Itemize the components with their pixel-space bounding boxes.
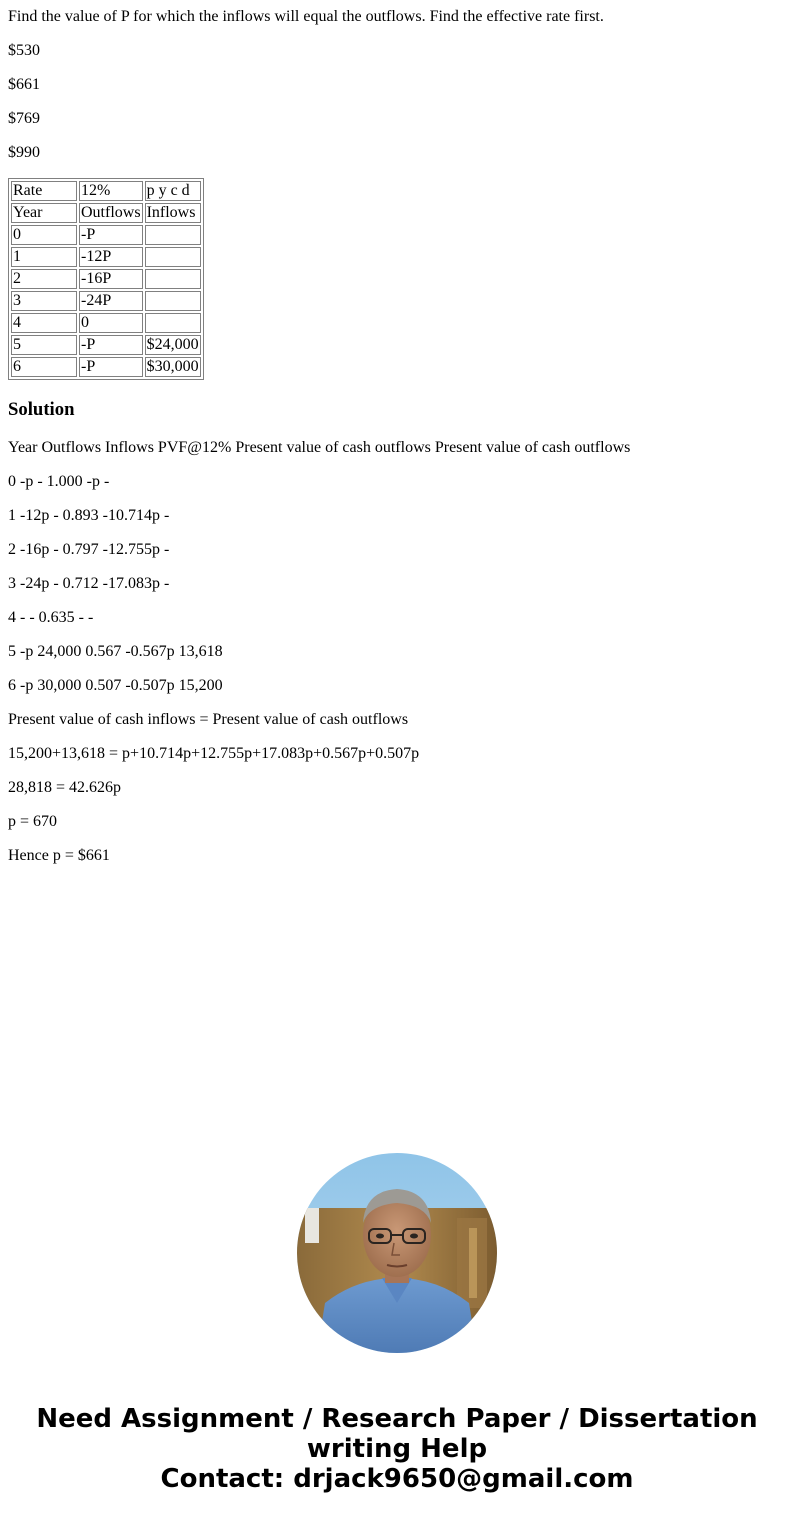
table-cell	[145, 291, 201, 311]
table-row	[11, 357, 201, 377]
table-cell: 4	[11, 313, 77, 333]
table-cell: 1	[11, 247, 77, 267]
table-cell: -24P	[79, 291, 143, 311]
table-row	[11, 269, 201, 289]
table-cell: 0	[11, 225, 77, 245]
table-cell: 12%	[79, 181, 143, 201]
solution-line: 28,818 = 42.626p	[8, 779, 122, 796]
solution-line: Year Outflows Inflows PVF@12% Present value of cash outflows Present value of cash outflows	[8, 439, 631, 456]
table-row	[11, 247, 201, 267]
table-cell: Rate	[11, 181, 77, 201]
table-cell: Year	[11, 203, 77, 223]
table-cell: -P	[79, 357, 143, 377]
banner-contact-email: Contact: drjack9650@gmail.com	[160, 1464, 634, 1494]
contact-banner	[0, 1404, 794, 1494]
table-cell: 5	[11, 335, 77, 355]
table-cell: 3	[11, 291, 77, 311]
table-row	[11, 225, 201, 245]
table-cell	[145, 269, 201, 289]
banner-line-2: writing Help	[306, 1434, 488, 1464]
solution-line: p = 670	[8, 813, 58, 830]
solution-line: 5 -p 24,000 0.567 -0.567p 13,618	[8, 643, 223, 660]
answer-option-1: $530	[8, 42, 40, 59]
solution-line: Present value of cash inflows = Present value of cash outflows	[8, 711, 409, 728]
cash-flow-table	[8, 178, 204, 380]
author-avatar	[297, 1153, 497, 1353]
solution-line: 1 -12p - 0.893 -10.714p -	[8, 507, 170, 524]
table-cell: Outflows	[81, 204, 141, 221]
table-cell: 0	[79, 313, 143, 333]
table-cell: $30,000	[146, 358, 199, 375]
solution-line: 4 - - 0.635 - -	[8, 609, 94, 626]
solution-line: 2 -16p - 0.797 -12.755p -	[8, 541, 170, 558]
table-cell: $24,000	[146, 336, 199, 353]
table-row	[11, 203, 201, 223]
table-cell: Inflows	[145, 203, 201, 223]
table-row	[11, 181, 201, 201]
solution-line: 0 -p - 1.000 -p -	[8, 473, 110, 490]
answer-option-3: $769	[8, 110, 40, 127]
solution-line: 15,200+13,618 = p+10.714p+12.755p+17.083p+0.567p+0.507p	[8, 745, 420, 762]
table-row	[11, 291, 201, 311]
solution-line: 3 -24p - 0.712 -17.083p -	[8, 575, 170, 592]
author-portrait-image	[297, 1153, 497, 1353]
table-cell: 6	[11, 357, 77, 377]
table-cell: p y c d	[145, 181, 201, 201]
table-cell	[145, 225, 201, 245]
solution-line: Hence p = $661	[8, 847, 110, 864]
table-cell: 2	[11, 269, 77, 289]
answer-option-4: $990	[8, 144, 40, 161]
question-text: Find the value of P for which the inflows will equal the outflows. Find the effective rate first.	[8, 8, 604, 25]
table-cell: -16P	[79, 269, 143, 289]
table-row	[11, 335, 201, 355]
table-row	[11, 313, 201, 333]
solution-heading: Solution	[8, 399, 75, 420]
banner-line-1: Need Assignment / Research Paper / Dissertation	[36, 1404, 758, 1434]
answer-option-2: $661	[8, 76, 40, 93]
table-cell: -P	[79, 335, 143, 355]
table-cell	[145, 313, 201, 333]
table-cell: -12P	[79, 247, 143, 267]
solution-line: 6 -p 30,000 0.507 -0.507p 15,200	[8, 677, 223, 694]
table-cell	[145, 247, 201, 267]
table-cell: -P	[79, 225, 143, 245]
